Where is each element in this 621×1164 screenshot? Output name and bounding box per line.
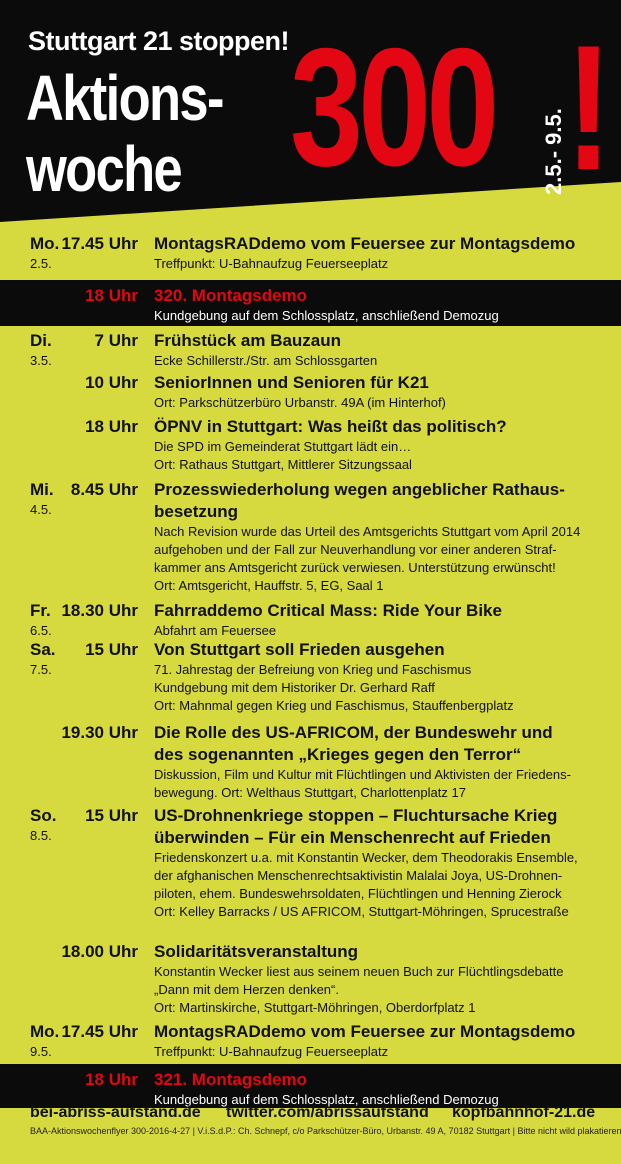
event-detail: Ort: Amtsgericht, Hauffstr. 5, EG, Saal 1 xyxy=(154,578,384,593)
footer-links xyxy=(0,1098,621,1122)
event-day: Fr. xyxy=(30,601,51,620)
event-title: Fahrraddemo Critical Mass: Ride Your Bike xyxy=(154,601,502,620)
event-date: 7.5. xyxy=(30,662,52,677)
event-detail: Ecke Schillerstr./Str. am Schlossgarten xyxy=(154,353,378,368)
event-title: Die Rolle des US-AFRICOM, der Bundeswehr und des sogenannten „Krieges gegen den Terror“ xyxy=(154,723,553,764)
event-body xyxy=(154,416,621,474)
event-time: 17.45 Uhr xyxy=(61,234,138,253)
header-dates: 2.5.- 9.5. xyxy=(541,108,566,195)
event-detail: Ort: Martinskirche, Stuttgart-Möhringen, Oberdorfplatz 1 xyxy=(154,1000,476,1015)
event-title: ÖPNV in Stuttgart: Was heißt das politisch? xyxy=(154,417,507,436)
event-date: 9.5. xyxy=(30,1044,52,1059)
event-detail: Kundgebung auf dem Schlossplatz, anschließend Demozug xyxy=(154,1092,499,1107)
event-row xyxy=(0,722,621,802)
event-detail: bewegung. Ort: Welthaus Stuttgart, Charlottenplatz 17 xyxy=(154,785,466,800)
event-title: US-Drohnenkriege stoppen – Fluchtursache Krieg überwinden – Für ein Menschenrecht auf Frieden xyxy=(154,806,558,847)
event-date: 3.5. xyxy=(30,353,52,368)
event-row xyxy=(0,1021,621,1061)
event-detail: Diskussion, Film und Kultur mit Flüchtlingen und Aktivisten der Friedens- xyxy=(154,767,571,782)
event-title: MontagsRADdemo vom Feuersee zur Montagsdemo xyxy=(154,234,576,253)
event-detail: Ort: Rathaus Stuttgart, Mittlerer Sitzungssaal xyxy=(154,457,412,472)
event-detail: Kundgebung mit dem Historiker Dr. Gerhard Raff xyxy=(154,680,435,695)
event-row xyxy=(0,941,621,1019)
event-detail: piloten, ehem. Bundeswehrsoldaten, Flüchtlingen und Henning Zierock xyxy=(154,886,562,901)
event-detail: Ort: Mahnmal gegen Krieg und Faschismus, Stauffenbergplatz xyxy=(154,698,514,713)
event-body xyxy=(154,722,621,802)
event-time: 7 Uhr xyxy=(94,331,138,350)
event-date: 4.5. xyxy=(30,502,52,517)
link-kopfbahnhof[interactable]: kopfbahnhof-21.de xyxy=(452,1104,596,1121)
event-body xyxy=(154,600,621,640)
event-time: 18 Uhr xyxy=(85,286,138,305)
highlight-event xyxy=(0,280,621,326)
event-body xyxy=(154,285,621,325)
event-detail: Nach Revision wurde das Urteil des Amtsgerichts Stuttgart vom April 2014 xyxy=(154,524,581,539)
header xyxy=(0,0,621,240)
event-detail: Abfahrt am Feuersee xyxy=(154,623,277,638)
footer xyxy=(0,1098,621,1136)
event-body xyxy=(154,479,621,595)
event-row xyxy=(0,600,621,638)
event-detail: kammer ans Amtsgericht zurück verwiesen. Unterstützung erwünscht! xyxy=(154,560,556,575)
event-day: Mo. xyxy=(30,1022,60,1041)
event-day: Sa. xyxy=(30,640,56,659)
event-date: 2.5. xyxy=(30,256,52,271)
event-time: 19.30 Uhr xyxy=(61,723,138,742)
event-row xyxy=(0,416,621,476)
event-row xyxy=(0,805,621,939)
event-title: 321. Montagsdemo xyxy=(154,1070,308,1089)
event-detail: Friedenskonzert u.a. mit Konstantin Wecker, dem Theodorakis Ensemble, xyxy=(154,850,578,865)
event-detail: Treffpunkt: U-Bahnaufzug Feuerseeplatz xyxy=(154,256,389,271)
event-date: 6.5. xyxy=(30,623,52,638)
link-twitter[interactable]: twitter.com/abrissaufstand xyxy=(226,1104,429,1121)
event-title: 320. Montagsdemo xyxy=(154,286,308,305)
event-row xyxy=(0,330,621,370)
event-time: 8.45 Uhr xyxy=(70,480,138,499)
event-row xyxy=(0,639,621,721)
event-day: Mo. xyxy=(30,234,60,253)
event-time: 18 Uhr xyxy=(85,1070,138,1089)
event-time: 17.45 Uhr xyxy=(61,1022,138,1041)
event-time: 18.30 Uhr xyxy=(61,601,138,620)
event-title: Frühstück am Bauzaun xyxy=(154,331,342,350)
link-abriss-aufstand[interactable]: bei-abriss-aufstand.de xyxy=(30,1104,201,1121)
event-date: 8.5. xyxy=(30,828,52,843)
event-title: Von Stuttgart soll Frieden ausgehen xyxy=(154,640,445,659)
event-body xyxy=(154,233,621,273)
event-time: 10 Uhr xyxy=(85,373,138,392)
header-title-line2: woche xyxy=(26,133,182,205)
event-body xyxy=(154,330,621,370)
header-title-line1: Aktions- xyxy=(26,62,223,134)
event-day: Di. xyxy=(30,331,52,350)
event-body xyxy=(154,941,621,1017)
event-body xyxy=(154,805,621,921)
header-number: 300 xyxy=(290,13,495,201)
header-subtitle: Stuttgart 21 stoppen! xyxy=(28,26,290,56)
event-detail: Kundgebung auf dem Schlossplatz, anschließend Demozug xyxy=(154,308,499,323)
event-row xyxy=(0,372,621,414)
event-title: Prozesswiederholung wegen angeblicher Rathaus-besetzung xyxy=(154,480,565,521)
event-day: So. xyxy=(30,806,57,825)
event-time: 18.00 Uhr xyxy=(61,942,138,961)
event-detail: Treffpunkt: U-Bahnaufzug Feuerseeplatz xyxy=(154,1044,389,1059)
header-exclamation: ! xyxy=(565,8,613,207)
event-detail: Ort: Kelley Barracks / US AFRICOM, Stuttgart-Möhringen, Sprucestraße xyxy=(154,904,569,919)
event-time: 15 Uhr xyxy=(85,806,138,825)
event-detail: Die SPD im Gemeinderat Stuttgart lädt ein… xyxy=(154,439,412,454)
event-body xyxy=(154,1021,621,1061)
event-time: 15 Uhr xyxy=(85,640,138,659)
event-body xyxy=(154,639,621,715)
event-detail: „Dann mit dem Herzen denken“. xyxy=(154,982,339,997)
imprint-text: BAA-Aktionswochenflyer 300-2016-4-27 | V.i.S.d.P.: Ch. Schnepf, c/o Parkschützer-Büro, Urbanstr. 49 A, 70182 Stuttgart | Bitte nicht wild plakatieren xyxy=(30,1126,621,1136)
event-detail: aufgehoben und der Fall zur Neuverhandlung vor einer anderen Straf- xyxy=(154,542,557,557)
event-title: MontagsRADdemo vom Feuersee zur Montagsdemo xyxy=(154,1022,576,1041)
event-detail: 71. Jahrestag der Befreiung von Krieg und Faschismus xyxy=(154,662,472,677)
event-day: Mi. xyxy=(30,480,54,499)
event-detail: Konstantin Wecker liest aus seinem neuen Buch zur Flüchtlingsdebatte xyxy=(154,964,564,979)
event-detail: Ort: Parkschützerbüro Urbanstr. 49A (im Hinterhof) xyxy=(154,395,446,410)
event-detail: der afghanischen Menschenrechtsaktivistin Malalai Joya, US-Drohnen- xyxy=(154,868,563,883)
event-time: 18 Uhr xyxy=(85,417,138,436)
event-title: Solidaritätsveranstaltung xyxy=(154,942,359,961)
event-title: SeniorInnen und Senioren für K21 xyxy=(154,373,429,392)
event-body xyxy=(154,372,621,412)
event-row xyxy=(0,233,621,277)
event-row xyxy=(0,479,621,597)
